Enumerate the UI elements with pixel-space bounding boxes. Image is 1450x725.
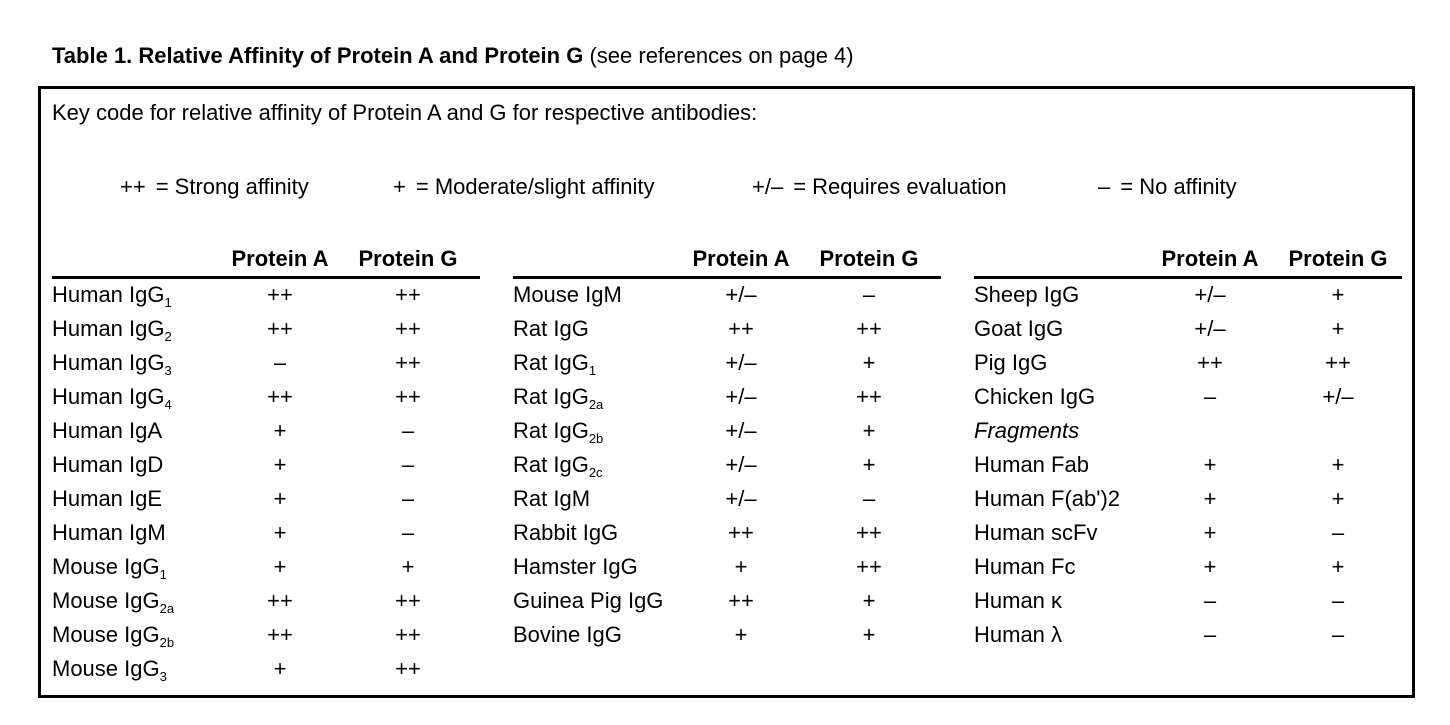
table-row [513,618,941,652]
protein-g-affinity: – [401,520,415,545]
protein-a-affinity: + [273,520,287,545]
legend-symbol: ++ [120,174,146,199]
antibody-name [974,482,1120,516]
protein-g-affinity: + [1331,554,1345,579]
table-row [52,414,480,448]
antibody-name-text: Human IgG [52,350,165,375]
table-row [974,448,1402,482]
table-row [52,448,480,482]
antibody-name [513,380,603,414]
protein-g-affinity: ++ [856,554,882,579]
legend-item-evaluation [752,174,1007,200]
antibody-name-text: Rat IgM [513,486,591,511]
antibody-name-text: Human Fc [974,554,1076,579]
antibody-name-text: Hamster IgG [513,554,638,579]
antibody-name [974,278,1079,312]
antibody-name-text: Human IgG [52,282,165,307]
protein-a-affinity: + [734,622,748,647]
subclass-subscript: 1 [159,567,167,582]
protein-g-affinity: + [862,418,876,443]
table-row [513,312,941,346]
table-row [974,584,1402,618]
antibody-name [52,652,167,686]
protein-g-affinity: ++ [395,384,421,409]
protein-a-affinity: ++ [728,520,754,545]
antibody-name-text: Rat IgG [513,316,589,341]
legend-item-strong [120,174,309,200]
table-row [513,584,941,618]
table-row [513,278,941,312]
protein-g-affinity: – [1331,588,1345,613]
antibody-name-text: Mouse IgG [52,622,160,647]
protein-g-affinity: – [401,486,415,511]
table-caption [52,43,854,69]
antibody-name [974,312,1063,346]
subclass-subscript: 2b [159,635,175,650]
protein-a-affinity: ++ [267,282,293,307]
antibody-name-text: Rat IgG [513,418,589,443]
legend-symbol: – [1098,174,1111,199]
protein-g-affinity: ++ [395,622,421,647]
antibody-name-text: Bovine IgG [513,622,622,647]
protein-g-affinity: ++ [395,588,421,613]
table-row [513,414,941,448]
legend-item-none [1098,174,1237,200]
header-protein-g: Protein G [1288,246,1388,271]
table-row [52,618,480,652]
protein-a-affinity: ++ [267,588,293,613]
antibody-name-text: Chicken IgG [974,384,1096,409]
protein-a-affinity: + [1203,554,1217,579]
antibody-name-text: Mouse IgG [52,588,160,613]
subclass-subscript: 3 [159,669,167,684]
subclass-subscript: 1 [588,363,597,378]
antibody-name-text: Guinea Pig IgG [513,588,664,613]
antibody-name-text: Rat IgG [513,350,589,375]
antibody-name-text: Human IgD [52,452,164,477]
protein-a-affinity: +/– [725,282,757,307]
table-row [513,550,941,584]
table-row [52,584,480,618]
protein-g-affinity: ++ [1325,350,1351,375]
antibody-name [513,414,603,448]
subclass-subscript: 4 [164,397,172,412]
protein-a-affinity: + [273,452,287,477]
protein-a-affinity: +/– [1194,282,1226,307]
antibody-name [974,550,1075,584]
table-row [52,278,480,312]
table-row [513,380,941,414]
table-row [974,380,1402,414]
protein-a-affinity: ++ [267,316,293,341]
antibody-name-text: Rabbit IgG [513,520,619,545]
antibody-name [513,346,596,380]
legend-symbol: + [393,174,406,199]
protein-a-affinity: ++ [728,316,754,341]
table-caption-note: (see references on page 4) [583,43,854,68]
antibody-name-text: Human Fab [974,452,1089,477]
legend-symbol: +/– [752,174,784,199]
protein-a-affinity: ++ [728,588,754,613]
table-row [974,618,1402,652]
antibody-name [513,278,622,312]
antibody-name [52,550,167,584]
protein-a-affinity: ++ [267,384,293,409]
antibody-name [974,380,1095,414]
protein-a-affinity: – [1203,588,1217,613]
table-caption-title: Table 1. Relative Affinity of Protein A and Protein G [52,43,584,68]
subclass-subscript: 2c [588,465,603,480]
subclass-subscript: 1 [164,295,172,310]
antibody-name [52,278,172,312]
protein-g-affinity: ++ [395,316,421,341]
protein-g-affinity: ++ [395,656,421,681]
subclass-subscript: 2a [159,601,175,616]
antibody-name [52,380,172,414]
antibody-name-text: Rat IgG [513,384,589,409]
table-row [52,482,480,516]
antibody-name [52,618,174,652]
protein-g-affinity: + [1331,282,1345,307]
protein-a-affinity: – [273,350,287,375]
subclass-subscript: 2b [588,431,604,446]
protein-g-affinity: – [862,282,876,307]
antibody-name [52,516,166,550]
antibody-name [52,414,162,448]
protein-g-affinity: + [1331,452,1345,477]
antibody-name-text: Human IgA [52,418,163,443]
subclass-subscript: 3 [164,363,172,378]
antibody-name [513,448,603,482]
antibody-name [513,584,663,618]
antibody-name-text: Human IgE [52,486,163,511]
protein-a-affinity: – [1203,384,1217,409]
protein-a-affinity: + [273,486,287,511]
antibody-name [513,618,622,652]
protein-a-affinity: + [734,554,748,579]
protein-a-affinity: + [273,554,287,579]
table-row [513,346,941,380]
protein-a-affinity: +/– [725,452,757,477]
antibody-name [974,584,1062,618]
protein-g-affinity: ++ [395,350,421,375]
table-row [52,380,480,414]
antibody-name [513,550,638,584]
subclass-subscript: 2a [588,397,604,412]
protein-a-affinity: + [273,418,287,443]
table-row [974,550,1402,584]
key-intro: Key code for relative affinity of Protein A and G for respective antibodies: [52,100,758,125]
table-row [513,482,941,516]
antibody-name-text: Fragments [974,418,1080,443]
antibody-name-text: Goat IgG [974,316,1064,341]
legend-item-moderate [393,174,655,200]
protein-g-affinity: + [862,452,876,477]
table-row [513,516,941,550]
antibody-name-text: Human IgM [52,520,166,545]
antibody-name [52,584,174,618]
protein-g-affinity: – [401,418,415,443]
antibody-name-text: Human IgG [52,316,165,341]
protein-g-affinity: + [1331,486,1345,511]
antibody-name-text: Human F(ab')2 [974,486,1121,511]
antibody-name [974,346,1047,380]
protein-a-affinity: +/– [725,384,757,409]
antibody-name-text: Human scFv [974,520,1098,545]
antibody-name [974,414,1079,448]
table-row [974,346,1402,380]
protein-g-affinity: – [862,486,876,511]
protein-a-affinity: ++ [1197,350,1223,375]
table-row [52,516,480,550]
antibody-name-text: Human IgG [52,384,165,409]
protein-g-affinity: – [1331,520,1345,545]
antibody-name [513,516,618,550]
antibody-name [52,482,162,516]
legend-text: = Moderate/slight affinity [415,174,655,199]
table-row [513,448,941,482]
table-row [52,652,480,686]
antibody-name-text: Mouse IgG [52,554,160,579]
antibody-name [52,448,163,482]
header-protein-a: Protein A [1161,246,1259,271]
header-protein-g: Protein G [358,246,458,271]
protein-a-affinity: + [1203,452,1217,477]
protein-a-affinity: + [1203,520,1217,545]
legend-text: = Strong affinity [155,174,309,199]
antibody-name [513,482,590,516]
table-row [52,312,480,346]
table-row [52,346,480,380]
antibody-name-text: Mouse IgG [52,656,160,681]
protein-g-affinity: ++ [856,520,882,545]
subclass-subscript: 2 [164,329,172,344]
antibody-name-text: Human κ [974,588,1063,613]
protein-g-affinity: +/– [1322,384,1354,409]
table-row [974,278,1402,312]
protein-g-affinity: + [862,622,876,647]
protein-a-affinity: +/– [725,350,757,375]
protein-g-affinity: – [401,452,415,477]
protein-a-affinity: + [1203,486,1217,511]
antibody-name-text: Pig IgG [974,350,1048,375]
protein-g-affinity: ++ [856,384,882,409]
antibody-name [52,346,172,380]
table-row [974,516,1402,550]
protein-a-affinity: + [273,656,287,681]
antibody-name-text: Human λ [974,622,1063,647]
table-row [974,414,1402,448]
protein-g-affinity: ++ [856,316,882,341]
protein-a-affinity: +/– [725,418,757,443]
protein-a-affinity: +/– [1194,316,1226,341]
protein-a-affinity: ++ [267,622,293,647]
protein-g-affinity: + [1331,316,1345,341]
legend-text: = No affinity [1120,174,1237,199]
header-protein-a: Protein A [231,246,329,271]
table-row [974,312,1402,346]
antibody-name [974,618,1062,652]
antibody-name [974,448,1089,482]
protein-g-affinity: + [862,588,876,613]
protein-g-affinity: + [401,554,415,579]
protein-g-affinity: ++ [395,282,421,307]
table-row [974,482,1402,516]
antibody-name-text: Sheep IgG [974,282,1080,307]
antibody-name [513,312,589,346]
antibody-name-text: Rat IgG [513,452,589,477]
legend-text: = Requires evaluation [793,174,1007,199]
antibody-name [974,516,1097,550]
header-protein-a: Protein A [692,246,790,271]
protein-g-affinity: + [862,350,876,375]
header-protein-g: Protein G [819,246,919,271]
protein-g-affinity: – [1331,622,1345,647]
antibody-name-text: Mouse IgM [513,282,622,307]
antibody-name [52,312,172,346]
protein-a-affinity: – [1203,622,1217,647]
protein-a-affinity: +/– [725,486,757,511]
table-row [52,550,480,584]
